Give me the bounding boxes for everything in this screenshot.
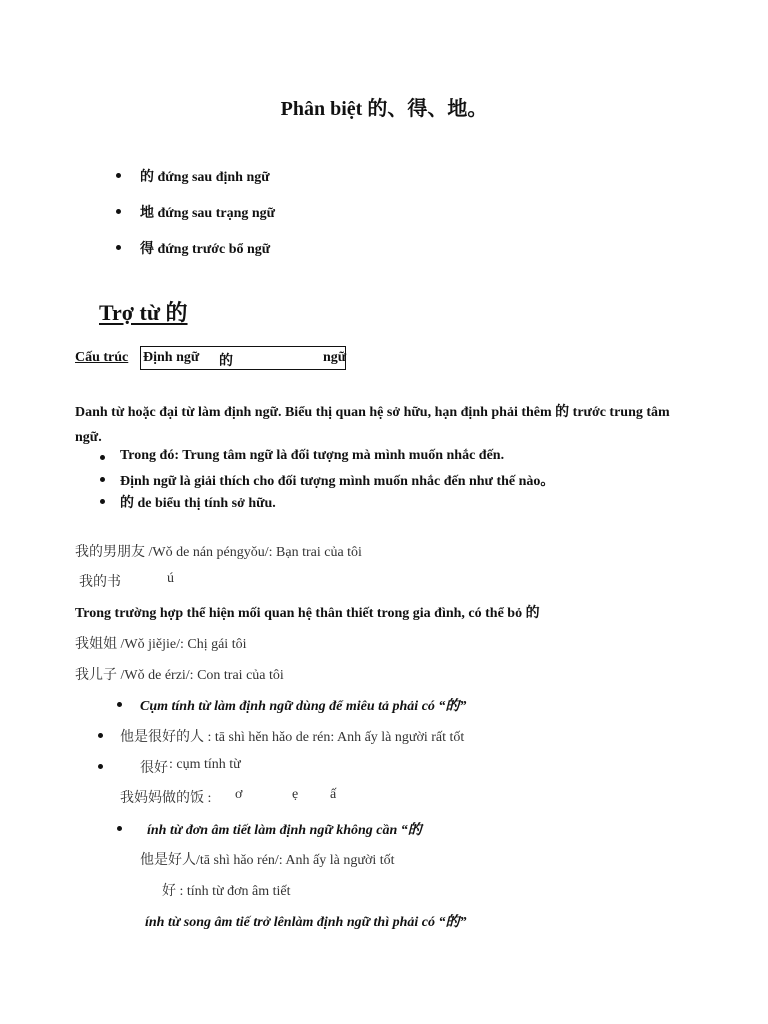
page-title: Phân biệt 的、得、地。 (280, 98, 488, 120)
example-3: 我姐姐 /Wǒ jiějie/: Chị gái tôi (75, 637, 247, 652)
bullet-dot (116, 209, 121, 214)
note-1: Trong đó: Trung tâm ngữ là đối tượng mà mình muốn nhắc đến. (120, 448, 505, 463)
bullet-dot (100, 499, 105, 504)
example-7-zh: 我妈妈做的饭 : (120, 791, 212, 806)
structure-head: ngữ (323, 350, 347, 365)
example-4: 我儿子 /Wǒ de érzi/: Con trai của tôi (75, 668, 284, 683)
example-7-fragment-1: ơ (235, 787, 243, 802)
rule-adjective-phrase: Cụm tính từ làm định ngữ dùng để miêu tả phải có “的” (140, 699, 467, 714)
example-9: 好 : tính từ đơn âm tiết (162, 884, 291, 899)
example-6-zh: 很好 (140, 761, 168, 776)
bullet-dot (116, 245, 121, 250)
bullet-dot (116, 173, 121, 178)
summary-bullet-2: 地 đứng sau trạng ngữ (140, 206, 276, 221)
section-heading: Trợ từ 的 (99, 300, 188, 325)
example-2-zh: 我的书 (79, 575, 121, 590)
bullet-dot (100, 455, 105, 460)
example-1: 我的男朋友 /Wǒ de nán péngyǒu/: Bạn trai của tôi (75, 545, 362, 560)
description-paragraph: Danh từ hoặc đại từ làm định ngữ. Biểu thị quan hệ sở hữu, hạn định phải thêm 的 trước trung tâm ngữ. (75, 405, 670, 445)
summary-bullet-3: 得 đứng trước bổ ngữ (140, 242, 271, 257)
rule-disyllabic: ính từ song âm tiế trở lênlàm định ngữ thì phải có “的” (145, 915, 467, 930)
bullet-dot (100, 477, 105, 482)
note-3: 的 de biểu thị tính sở hữu. (120, 496, 276, 511)
example-2-fragment: ú (167, 571, 174, 586)
example-8: 他是好人/tā shì hǎo rén/: Anh ấy là người tốt (140, 853, 395, 868)
bullet-dot (117, 826, 122, 831)
bullet-dot (117, 702, 122, 707)
bullet-dot (98, 764, 103, 769)
structure-de: 的 (219, 354, 233, 369)
summary-bullet-1: 的 đứng sau định ngữ (140, 170, 270, 185)
example-5: 他是很好的人 : tā shì hěn hǎo de rén: Anh ấy là người rất tốt (120, 730, 465, 745)
bullet-dot (98, 733, 103, 738)
rule-monosyllabic: ính từ đơn âm tiết làm định ngữ không cần “的 (147, 823, 422, 838)
example-7-fragment-2: ẹ (292, 787, 299, 802)
example-6-note: : cụm tính từ (169, 757, 241, 772)
structure-box (140, 346, 346, 370)
note-2: Định ngữ là giải thích cho đối tượng mình muốn nhắc đến như thế nào。 (120, 474, 555, 489)
rule-family: Trong trường hợp thể hiện mối quan hệ thân thiết trong gia đình, có thể bỏ 的 (75, 606, 540, 621)
example-7-fragment-3: ấ (330, 787, 337, 802)
structure-label: Cấu trúc (75, 350, 129, 365)
structure-attributive: Định ngữ (143, 350, 200, 365)
